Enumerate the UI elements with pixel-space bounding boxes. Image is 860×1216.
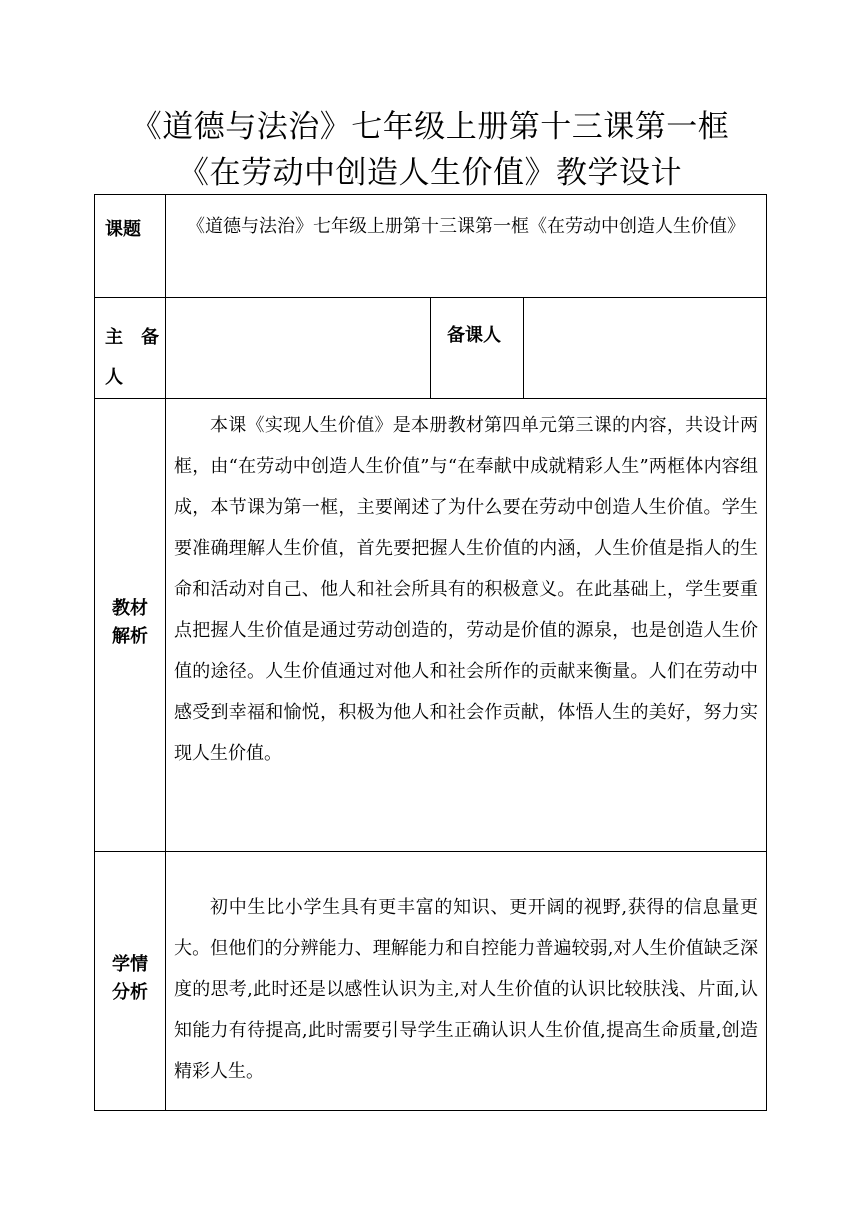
textbook-analysis-content <box>166 399 767 852</box>
student-analysis-content <box>166 852 767 1111</box>
title-line-2: 《在劳动中创造人生价值》教学设计 <box>178 155 682 191</box>
lead-preparer-value <box>166 298 431 399</box>
lead-preparer-label-char-3: 人 <box>105 367 123 388</box>
preparer-value <box>524 298 767 399</box>
topic-value-text: 《道德与法治》七年级上册第十三课第一框《在劳动中创造人生价值》 <box>187 216 745 237</box>
lesson-plan-table <box>94 194 767 1111</box>
lead-preparer-label-char-1: 主 <box>105 327 123 348</box>
textbook-analysis-label-1: 教材 <box>112 598 148 619</box>
lead-preparer-label <box>95 298 166 399</box>
topic-label-text: 课题 <box>105 219 141 240</box>
topic-value <box>166 195 767 298</box>
textbook-analysis-row <box>95 399 767 852</box>
student-analysis-label-1: 学情 <box>112 954 148 975</box>
preparer-label-text: 备课人 <box>447 325 501 346</box>
document-title <box>0 104 860 196</box>
student-analysis-paragraph: 初中生比小学生具有更丰富的知识、更开阔的视野,获得的信息量更大。但他们的分辨能力、理解能力和自控能力普遍较弱,对人生价值缺乏深度的思考,此时还是以感性认识为主,对人生价值的认识比较肤浅、片面,认知能力有待提高,此时需要引导学生正确认识人生价值,提高生命质量,创造精彩人生。 <box>174 897 759 1082</box>
preparer-row <box>95 298 767 399</box>
lead-preparer-label-char-2: 备 <box>141 327 159 348</box>
preparer-label <box>431 298 524 399</box>
student-analysis-row <box>95 852 767 1111</box>
student-analysis-label <box>95 852 166 1111</box>
textbook-analysis-paragraph: 本课《实现人生价值》是本册教材第四单元第三课的内容，共设计两框，由“在劳动中创造人生价值”与“在奉献中成就精彩人生”两框体内容组成，本节课为第一框，主要阐述了为什么要在劳动中创造人生价值。学生要准确理解人生价值，首先要把握人生价值的内涵，人生价值是指人的生命和活动对自己、他人和社会所具有的积极意义。在此基础上，学生要重点把握人生价值是通过劳动创造的，劳动是价值的源泉，也是创造人生价值的途径。人生价值通过对他人和社会所作的贡献来衡量。人们在劳动中感受到幸福和愉悦，积极为他人和社会作贡献，体悟人生的美好，努力实现人生价值。 <box>174 415 759 764</box>
topic-label <box>95 195 166 298</box>
title-line-1: 《道德与法治》七年级上册第十三课第一框 <box>130 109 730 145</box>
textbook-analysis-label-2: 解析 <box>112 626 148 647</box>
student-analysis-label-2: 分析 <box>112 982 148 1003</box>
topic-row <box>95 195 767 298</box>
textbook-analysis-label <box>95 399 166 852</box>
